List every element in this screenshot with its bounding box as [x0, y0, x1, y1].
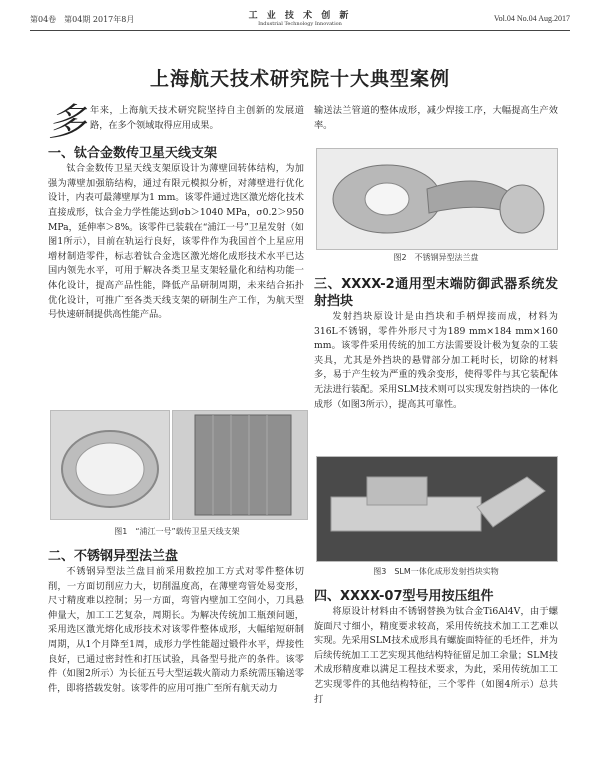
- section-2-heading: 二、不锈钢异型法兰盘: [48, 549, 179, 564]
- figure-1-photo-b: [172, 410, 308, 520]
- intro-paragraph: [48, 100, 304, 144]
- section-1-heading: 一、钛合金数传卫星天线支架: [48, 146, 218, 162]
- running-header: [30, 8, 570, 30]
- figure-3-photo: [316, 456, 558, 562]
- figure-2-caption: 图2 不锈钢异型法兰盘: [393, 253, 479, 262]
- journal-title: 工 业 技 术 创 新: [248, 11, 352, 21]
- launch-block-image: [317, 457, 557, 561]
- section-4-heading: 四、XXXX-07型号用按压组件: [314, 589, 494, 604]
- section-2-body: 不锈钢异型法兰盘目前采用数控加工方式对零件整体切削，一方面切削应力大，切削温度高，在薄壁弯管处易变形，尺寸精度难以控制；另一方面，弯管内壁加工空间小，刀具悬伸量大，加工工艺复杂，周期长。为解决传统加工瓶颈问题，采用选区激光熔化成形技术对该零件整体成形，大幅缩短研制周期，从1个月降至1周，成形力学性能超过锻件水平，焊接性良好，已通过密封性和打压试验，具备型号批产的条件。该零件（如图2所示）为长征五号大型运载火箭动力系统需压输送零件，即将搭载发射。该零件的应用可推广至所有航天动力: [48, 566, 304, 694]
- issue-right: Vol.04 No.04 Aug.2017: [493, 14, 570, 23]
- right-column-top: [314, 104, 558, 133]
- continued-paragraph: 输送法兰管道的整体成形，减少焊接工序，大幅提高生产效率。: [314, 105, 558, 131]
- flange-image: [317, 149, 557, 249]
- section-4-body: 将原设计材料由不锈钢替换为钛合金Ti6Al4V，由于螺旋面尺寸细小，精度要求较高，采用传统技术加工工艺难以实现。先采用SLM技术成形具有螺旋面特征的毛坯件，并为后续传统加工工艺实现其他结构特征留足加工余量；SLM技术成形精度难以满足工程技术要求，为此，采用传统加工工艺实现零件的其他结构特征，三个零件（如图4所示）总共打: [314, 606, 558, 705]
- section-3-body: 发射挡块原设计是由挡块和手柄焊接而成，材料为316L不锈钢，零件外形尺寸为189 mm×184 mm×160 mm。该零件采用传统的加工方法需要设计极为复杂的工装夹具，尤其是外挡块的悬臂部分加工耗时长，切除的材料多，易于产生较为严重的残余变形，使得零件与其它装配体无法进行装配。采用SLM技术则可以实现发射挡块的一体化成形（如图3所示），提高其可靠性。: [314, 311, 558, 410]
- antenna-bracket-side-image: [173, 411, 307, 519]
- journal-name: [30, 8, 570, 27]
- right-column-mid: [314, 276, 558, 412]
- journal-subtitle: Industrial Technology Innovation: [258, 21, 342, 27]
- intro-text: 年来，上海航天技术研究院坚持自主创新的发展道路，在多个领域取得应用成果。: [90, 105, 304, 131]
- section-3-heading: 三、XXXX-2通用型末端防御武器系统发射挡块: [314, 277, 558, 309]
- antenna-bracket-top-image: [51, 411, 169, 519]
- figure-2-photo: [316, 148, 558, 250]
- figure-1-caption: 图1 “浦江一号”载传卫星天线支架: [114, 527, 240, 536]
- issue-left: 第04卷 第04期 2017年8月: [30, 15, 135, 24]
- left-column-bottom: [48, 548, 304, 696]
- dropcap: 多: [48, 100, 87, 144]
- figure-3-caption: 图3 SLM一体化成形发射挡块实物: [373, 567, 499, 576]
- article-title: 上海航天技术研究院十大典型案例: [149, 68, 450, 90]
- right-column-bottom: [314, 588, 558, 707]
- section-1-body: 钛合金数传卫星天线支架原设计为薄壁回转体结构，为加强为薄壁加强筋结构，通过有限元模拟分析，对薄壁进行优化设计，内表可最薄壁厚为1 mm。该零件通过选区激光熔化技术直接成形，钛合金力学性能达到σb＞1040 MPa，σ0.2＞950 MPa，延伸率＞8%。该零件已装载在“浦江一号”卫星发射（如图1所示），目前在轨运行良好，该零件作为我国首个上星应用增材制造零件，标志着钛合金选区激光熔化成形技术水平已达国内领先水平，可用于解决各类卫星支架轻量化和结构功能一体化设计，提高产品性能，降低产品研制周期，未来结合拓扑优化设计，可推广至各类天线支架的研制生产工作，为航天型号快速研制提供高性能产品。: [48, 163, 304, 321]
- figure-1-photo-a: [50, 410, 170, 520]
- header-rule: [30, 30, 570, 31]
- left-column-top: [48, 100, 304, 323]
